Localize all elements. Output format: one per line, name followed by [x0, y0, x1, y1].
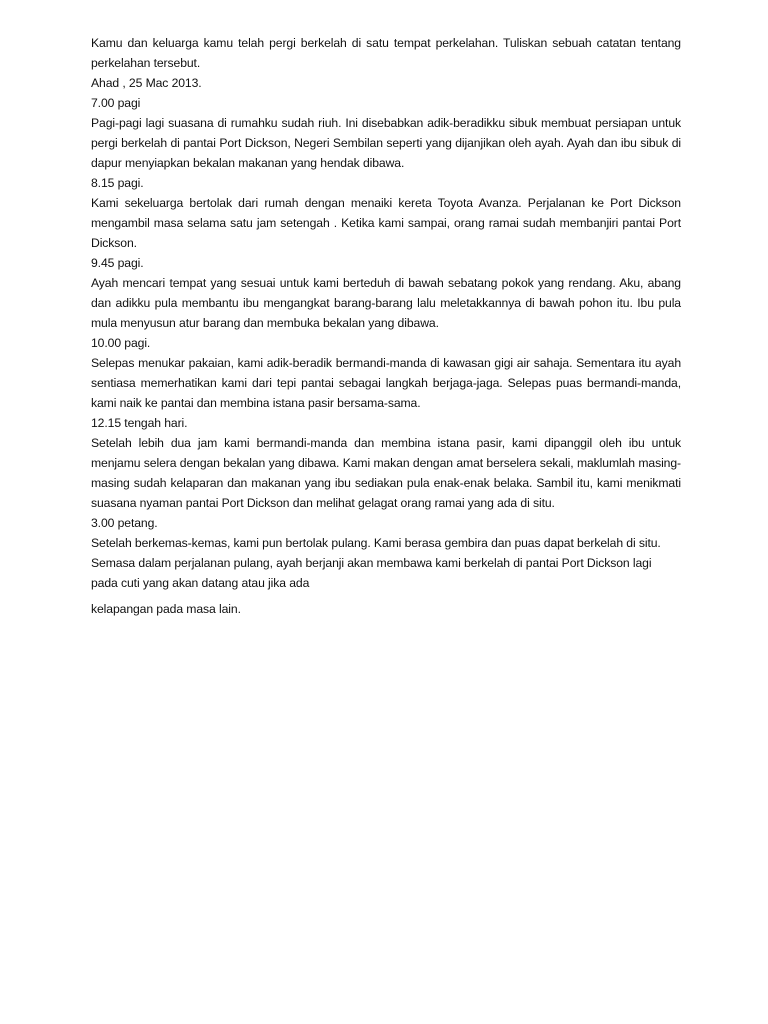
entry-paragraph: Ayah mencari tempat yang sesuai untuk kami berteduh di bawah sebatang pokok yang rendang. Aku, abang dan adikku pula membantu ibu mengangkat barang-barang lalu meletakkannya di bawah pohon itu. Ibu pula mula menyusun atur barang dan membuka bekalan yang dibawa. [91, 276, 681, 330]
document-page [91, 33, 681, 619]
entry-time: 7.00 pagi [91, 96, 141, 110]
entry-time: 10.00 pagi. [91, 336, 151, 350]
entry-date: Ahad , 25 Mac 2013. [91, 76, 202, 90]
entry-time: 12.15 tengah hari. [91, 416, 188, 430]
essay-prompt: Kamu dan keluarga kamu telah pergi berkelah di satu tempat perkelahan. Tuliskan sebuah catatan tentang perkelahan tersebut. [91, 36, 681, 70]
entry-paragraph: Setelah lebih dua jam kami bermandi-manda dan membina istana pasir, kami dipanggil oleh ibu untuk menjamu selera dengan bekalan yang dibawa. Kami makan dengan amat berselera sekali, maklumlah masing-masing sudah kelaparan dan makanan yang ibu sediakan pula enak-enak belaka. Sambil itu, kami menikmati suasana nyaman pantai Port Dickson dan melihat gelagat orang ramai yang ada di situ. [91, 436, 681, 510]
entry-time: 9.45 pagi. [91, 256, 144, 270]
entry-paragraph: Selepas menukar pakaian, kami adik-beradik bermandi-manda di kawasan gigi air sahaja. Sementara itu ayah sentiasa memerhatikan kami dari tepi pantai sebagai langkah berjaga-jaga. Selepas puas bermandi-manda, kami naik ke pantai dan membina istana pasir bersama-sama. [91, 356, 681, 410]
entry-paragraph: Pagi-pagi lagi suasana di rumahku sudah riuh. Ini disebabkan adik-beradikku sibuk membuat persiapan untuk pergi berkelah di pantai Port Dickson, Negeri Sembilan seperti yang dijanjikan oleh ayah. Ayah dan ibu sibuk di dapur menyiapkan bekalan makanan yang hendak dibawa. [91, 116, 681, 170]
entry-paragraph-continuation: kelapangan pada masa lain. [91, 602, 241, 616]
entry-paragraph: Setelah berkemas-kemas, kami pun bertolak pulang. Kami berasa gembira dan puas dapat berkelah di situ. Semasa dalam perjalanan pulang, ayah berjanji akan membawa kami berkelah di pantai Port Dickson lagi pada cuti yang akan datang atau jika ada [91, 536, 661, 590]
entry-time: 3.00 petang. [91, 516, 158, 530]
entry-paragraph: Kami sekeluarga bertolak dari rumah dengan menaiki kereta Toyota Avanza. Perjalanan ke Port Dickson mengambil masa selama satu jam setengah . Ketika kami sampai, orang ramai sudah membanjiri pantai Port Dickson. [91, 196, 681, 250]
entry-time: 8.15 pagi. [91, 176, 144, 190]
